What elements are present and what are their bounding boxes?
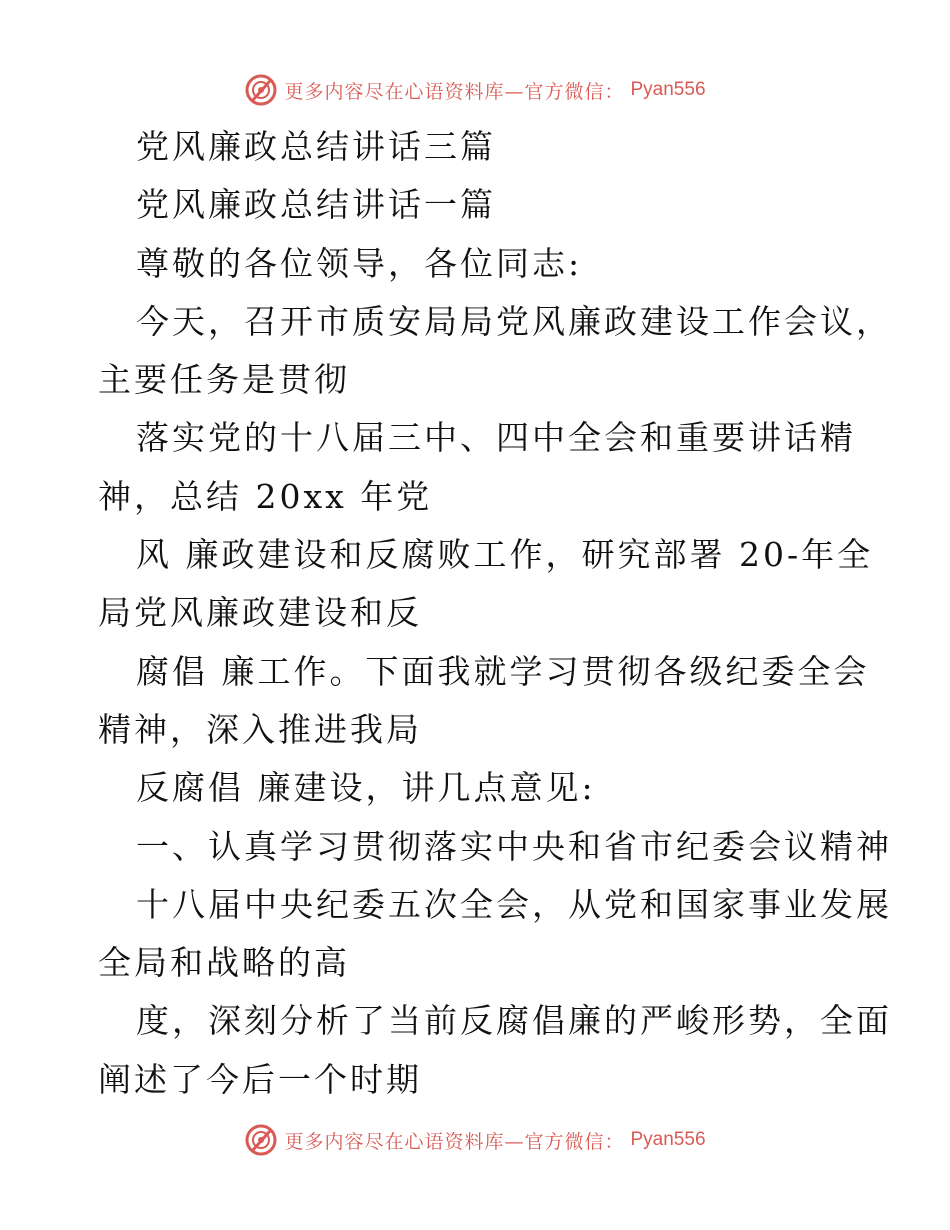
document-line: 反腐倡 廉建设，讲几点意见: [136, 768, 596, 808]
document-line: 落实党的十八届三中、四中全会和重要讲话精 [136, 418, 856, 458]
document-line: 主要任务是贯彻 [98, 360, 350, 400]
watermark-text: 更多内容尽在心语资料库—官方微信： [284, 80, 625, 103]
document-line: 局党风廉政建设和反 [98, 593, 422, 633]
seal-logo-icon [244, 1123, 278, 1157]
watermark-wechat-id: Pyan556 [630, 1129, 706, 1150]
document-line: 今天，召开市质安局局党风廉政建设工作会议， [136, 301, 892, 341]
document-line: 度，深刻分析了当前反腐倡廉的严峻形势，全面 [136, 1001, 892, 1041]
watermark-wechat-id: Pyan556 [630, 79, 706, 100]
document-body [98, 118, 892, 1109]
document-line: 党风廉政总结讲话三篇 [136, 127, 496, 166]
document-line: 腐倡 廉工作。下面我就学习贯彻各级纪委全会 [136, 651, 870, 691]
document-line: 精神，深入推进我局 [98, 709, 422, 749]
document-line: 十八届中央纪委五次全会，从党和国家事业发展 [136, 884, 892, 924]
header-watermark [0, 70, 950, 110]
footer-watermark [0, 1120, 950, 1160]
watermark-text: 更多内容尽在心语资料库—官方微信： [284, 1130, 625, 1153]
document-line: 尊敬的各位领导，各位同志: [136, 243, 583, 283]
document-line: 党风廉政总结讲话一篇 [136, 185, 496, 225]
document-line: 一、认真学习贯彻落实中央和省市纪委会议精神 [136, 826, 892, 866]
document-line: 阐述了今后一个时期 [98, 1059, 422, 1099]
seal-logo-icon [244, 73, 278, 107]
document-line: 全局和战略的高 [98, 943, 350, 983]
document-line: 风 廉政建设和反腐败工作，研究部署 20-年全 [136, 535, 874, 575]
document-line: 神，总结 20xx 年党 [98, 476, 433, 516]
